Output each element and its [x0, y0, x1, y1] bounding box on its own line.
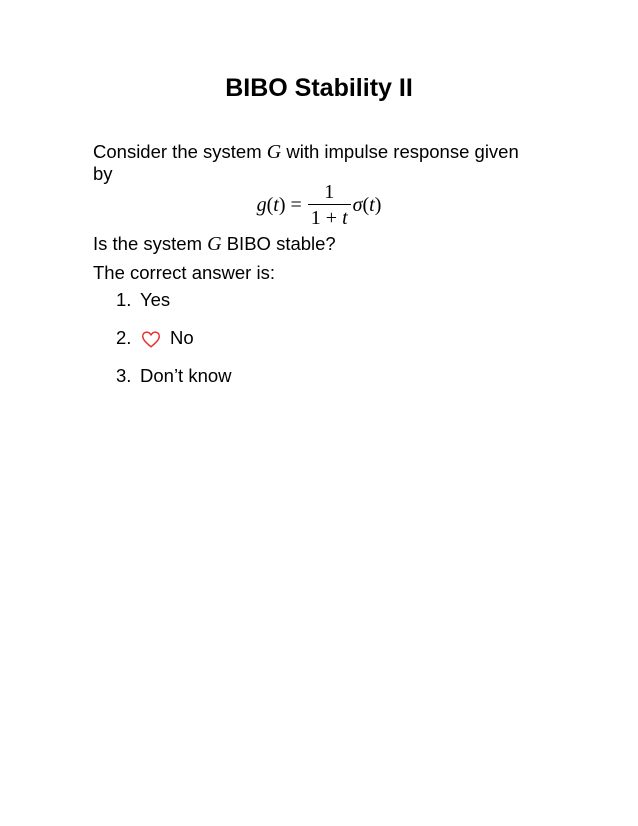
fraction-numerator: 1: [324, 181, 335, 203]
intro-paragraph: [93, 141, 538, 185]
question-system-symbol: G: [207, 233, 222, 255]
fraction-denominator: 1 + t: [308, 204, 351, 229]
answer-intro: The correct answer is:: [93, 262, 275, 283]
system-symbol: G: [266, 141, 282, 163]
option-yes: [116, 288, 232, 326]
equation-lhs: g(t) =: [256, 193, 302, 216]
option-label: No: [170, 327, 194, 348]
option-number: 3.: [116, 365, 132, 386]
heart-icon: [140, 328, 162, 350]
option-label: Yes: [140, 289, 171, 310]
impulse-response-equation: [0, 180, 638, 230]
option-dont-know: [116, 364, 232, 402]
question-text-after: BIBO stable?: [221, 233, 336, 254]
equation-rhs: σ(t): [352, 193, 382, 216]
option-number: 2.: [116, 327, 132, 348]
question-text-before: Is the system: [93, 233, 208, 254]
answer-options: [116, 288, 232, 402]
question-paragraph: [93, 233, 538, 255]
intro-text-after: with impulse response given by: [93, 141, 519, 184]
option-number: 1.: [116, 289, 132, 310]
intro-text-before: Consider the system: [93, 141, 267, 162]
option-label: Don’t know: [140, 365, 232, 386]
option-no: [116, 326, 232, 364]
page-title: BIBO Stability II: [225, 74, 413, 102]
equation-fraction: [308, 181, 351, 229]
